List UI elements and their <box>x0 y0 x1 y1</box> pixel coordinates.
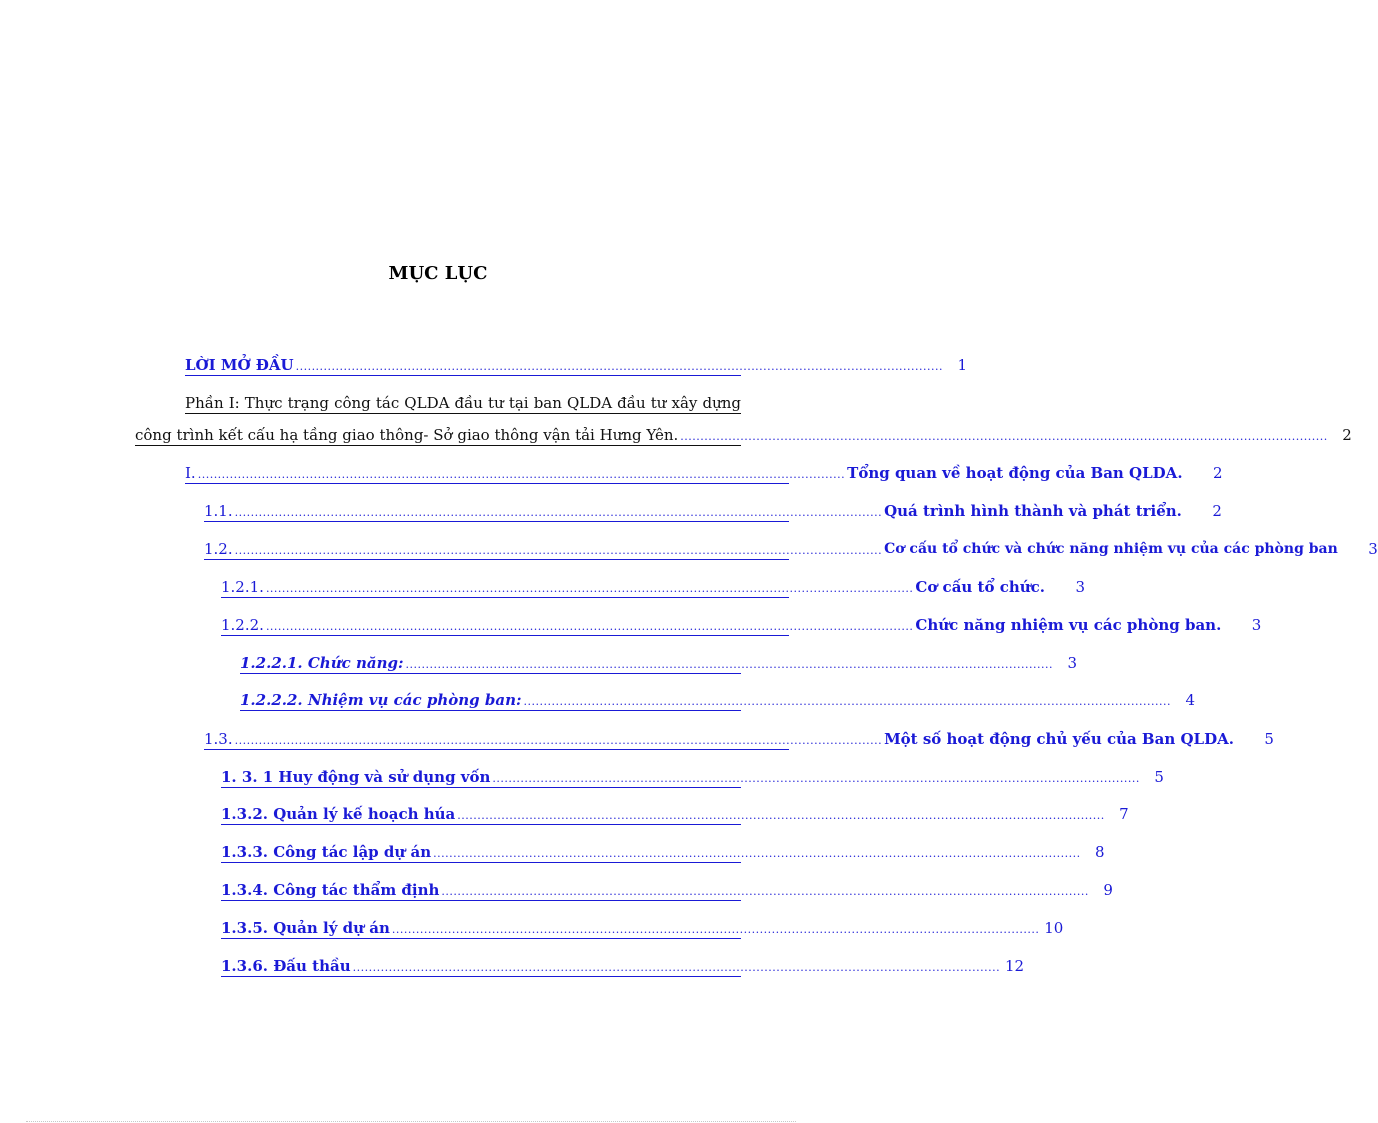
toc-entry-1-2-1[interactable] <box>221 577 1085 598</box>
toc-page-number: 2 <box>1342 426 1352 444</box>
toc-page-number: 1 <box>957 356 968 374</box>
toc-entry-part1[interactable] <box>135 425 1352 446</box>
toc-entry-1-3-6[interactable] <box>221 956 1025 977</box>
toc-number: I. <box>185 464 196 482</box>
toc-number: 1.3. <box>204 730 233 748</box>
toc-page-number: 12 <box>1004 957 1025 975</box>
toc-label: Chức năng nhiệm vụ các phòng ban. <box>915 616 1222 634</box>
toc-entry-1-1[interactable] <box>204 501 1222 522</box>
toc-leader: .................................................................................................................................................................. <box>523 695 1171 708</box>
toc-entry-1-3-2[interactable] <box>221 804 1129 825</box>
toc-leader: .................................................................................................................................................................. <box>265 582 914 595</box>
toc-leader: .................................................................................................................................................................. <box>352 961 1001 974</box>
toc-label: 1.3.5. Quản lý dự án <box>221 919 390 937</box>
toc-entry-part1-line1[interactable]: Phần I: Thực trạng công tác QLDA đầu tư tại ban QLDA đầu tư xây dựng <box>185 394 741 412</box>
page-bottom-rule <box>26 1121 796 1122</box>
toc-label: Tổng quan về hoạt động của Ban QLDA. <box>847 464 1183 482</box>
page-title: MỤC LỤC <box>388 263 488 284</box>
toc-leader: .................................................................................................................................................................. <box>680 430 1328 443</box>
toc-label: 1.2.2.1. Chức năng: <box>240 654 404 672</box>
toc-label: 1.3.3. Công tác lập dự án <box>221 843 432 861</box>
toc-label: 1.3.6. Đấu thầu <box>221 957 351 975</box>
toc-leader: .................................................................................................................................................................. <box>295 360 944 373</box>
toc-label: 1.2.2.2. Nhiệm vụ các phòng ban: <box>240 691 522 709</box>
toc-leader: .................................................................................................................................................................. <box>391 923 1040 936</box>
toc-leader: .................................................................................................................................................................. <box>457 809 1105 822</box>
toc-label: công trình kết cấu hạ tầng giao thông- Sở giao thông vận tải Hưng Yên. <box>135 426 679 444</box>
toc-entry-intro[interactable] <box>185 355 968 376</box>
toc-leader: .................................................................................................................................................................. <box>234 544 883 557</box>
toc-page-number: 2 <box>1213 464 1223 482</box>
toc-leader: .................................................................................................................................................................. <box>492 772 1140 785</box>
toc-label: 1.3.2. Quản lý kế hoạch húa <box>221 805 456 823</box>
toc-entry-sec-I[interactable] <box>185 463 1223 484</box>
toc-leader: .................................................................................................................................................................. <box>234 734 883 747</box>
toc-entry-1-3[interactable] <box>204 729 1274 750</box>
toc-page-number: 3 <box>1067 654 1077 672</box>
toc-number: 1.2.1. <box>221 578 264 596</box>
toc-number: 1.1. <box>204 502 233 520</box>
toc-label: LỜI MỞ ĐẦU <box>185 356 294 374</box>
toc-page-number: 5 <box>1264 730 1274 748</box>
toc-entry-1-3-3[interactable] <box>221 842 1105 863</box>
toc-entry-1-2-2-1[interactable] <box>240 653 1077 674</box>
toc-leader: .................................................................................................................................................................. <box>441 885 1089 898</box>
toc-page-number: 4 <box>1185 691 1195 709</box>
toc-label: Cơ cấu tổ chức và chức năng nhiệm vụ của các phòng ban <box>884 541 1338 557</box>
toc-entry-1-2[interactable] <box>204 539 1378 560</box>
toc-leader: .................................................................................................................................................................. <box>433 847 1081 860</box>
toc-entry-1-3-5[interactable] <box>221 918 1064 939</box>
toc-leader: .................................................................................................................................................................. <box>405 658 1053 671</box>
toc-page-number: 5 <box>1154 768 1164 786</box>
toc-page-number: 9 <box>1103 881 1113 899</box>
toc-label: Một số hoạt động chủ yếu của Ban QLDA. <box>884 730 1234 748</box>
toc-number: 1.2. <box>204 540 233 558</box>
toc-entry-1-3-4[interactable] <box>221 880 1113 901</box>
toc-page-number: 3 <box>1075 578 1085 596</box>
toc-page-number: 7 <box>1119 805 1129 823</box>
toc-page-number: 3 <box>1251 616 1262 634</box>
toc-leader: .................................................................................................................................................................. <box>234 506 883 519</box>
toc-page-number: 3 <box>1368 540 1378 558</box>
toc-page-number: 8 <box>1095 843 1105 861</box>
toc-page-number: 10 <box>1044 919 1064 937</box>
toc-label: 1.3.4. Công tác thẩm định <box>221 881 440 899</box>
toc-leader: .................................................................................................................................................................. <box>265 620 914 633</box>
toc-label: 1. 3. 1 Huy động và sử dụng vốn <box>221 768 491 786</box>
toc-entry-1-2-2-2[interactable] <box>240 690 1195 711</box>
toc-page-number: 2 <box>1212 502 1222 520</box>
toc-leader: .................................................................................................................................................................. <box>197 468 846 481</box>
toc-entry-1-3-1[interactable] <box>221 767 1164 788</box>
toc-number: 1.2.2. <box>221 616 264 634</box>
toc-entry-1-2-2[interactable] <box>221 615 1262 636</box>
toc-label: Quá trình hình thành và phát triển. <box>884 502 1182 520</box>
toc-label: Cơ cấu tổ chức. <box>915 578 1045 596</box>
